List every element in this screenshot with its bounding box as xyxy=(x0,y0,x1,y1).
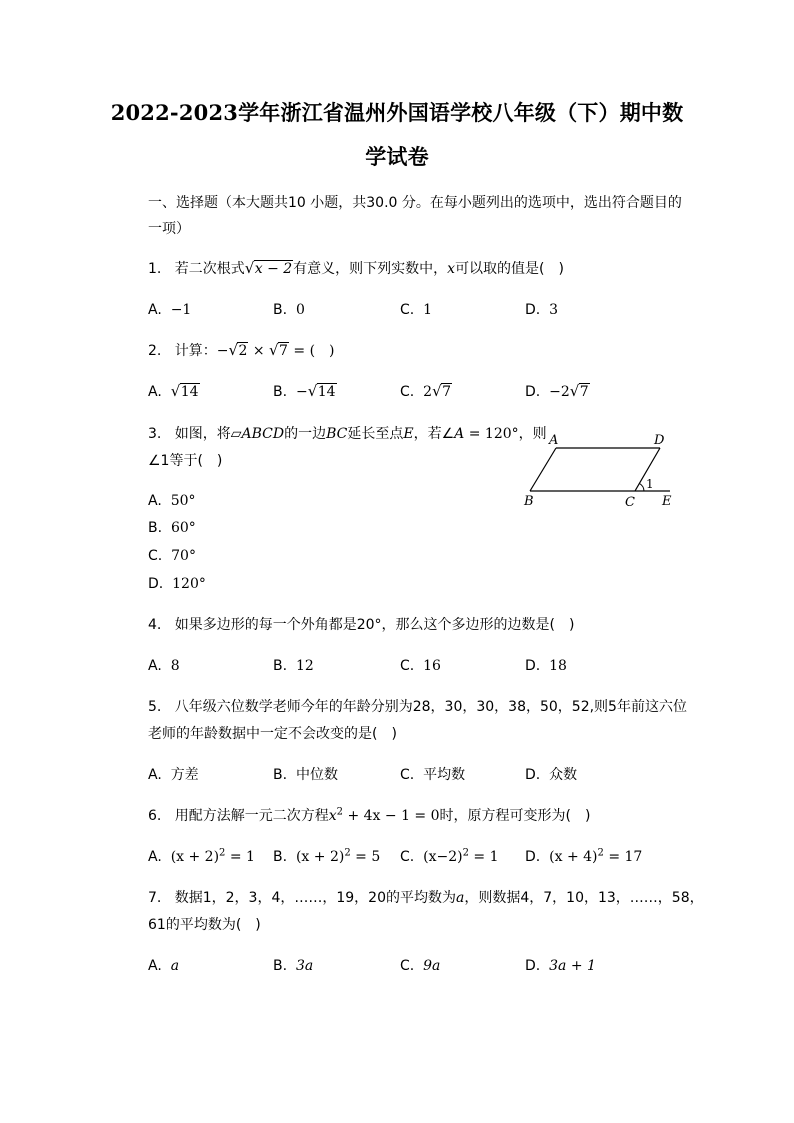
q1-option-a[interactable]: A. −1 xyxy=(148,302,192,318)
q7-option-c[interactable]: C. 9a xyxy=(400,958,441,974)
label-b: B xyxy=(524,494,534,509)
q2-option-b[interactable]: B. − √ 14 xyxy=(273,382,336,400)
question-number: 2. xyxy=(148,343,162,359)
question-number: 6. xyxy=(148,808,162,824)
question-text: 有意义，则下列实数中， xyxy=(293,261,448,277)
q3-option-d[interactable]: D. 120° xyxy=(148,576,206,592)
q4-option-c[interactable]: C. 16 xyxy=(400,658,441,674)
label-a: A xyxy=(549,433,559,448)
question-7-line-2: 61的平均数为( ) xyxy=(148,917,261,933)
q2-option-d[interactable]: D. −2 √ 7 xyxy=(525,382,589,400)
question-text: 计算： xyxy=(174,343,217,359)
q5-option-a[interactable]: A. 方差 xyxy=(148,767,199,783)
label-d: D xyxy=(654,433,665,448)
variable: x xyxy=(447,261,456,277)
q6-option-c[interactable]: C. $(x-2)^2 = 1$ xyxy=(400,847,499,865)
question-1 xyxy=(148,259,564,279)
section-heading-line-1: 一、选择题（本大题共10 小题，共30.0 分。在每小题列出的选项中，选出符合题目的 xyxy=(148,195,682,211)
q1-option-b[interactable]: B. 0 xyxy=(273,302,305,318)
q1-option-d[interactable]: D. 3 xyxy=(525,302,559,318)
q3-option-c[interactable]: C. 70° xyxy=(148,548,196,564)
section-heading-line-2: 一项） xyxy=(148,221,190,237)
page-title-line-2: 学试卷 xyxy=(365,144,429,169)
question-number: 3. xyxy=(148,426,162,442)
radical-expression: √ 7 xyxy=(269,341,288,359)
q7-option-a[interactable]: A. a xyxy=(148,958,180,974)
label-e: E xyxy=(662,494,672,509)
q3-option-b[interactable]: B. 60° xyxy=(148,520,196,536)
question-text: 若二次根式 xyxy=(174,261,245,277)
q7-option-b[interactable]: B. 3a xyxy=(273,958,314,974)
edge-ab xyxy=(530,448,556,491)
label-c: C xyxy=(625,495,635,510)
question-number: 1. xyxy=(148,261,162,277)
q7-option-d[interactable]: D. 3a + 1 xyxy=(525,958,596,974)
question-number: 4. xyxy=(148,617,162,633)
q6-option-b[interactable]: B. $(x + 2)^2 = 5$ xyxy=(273,847,381,865)
label-angle-1: 1 xyxy=(646,477,654,491)
question-text: 可以取的值是( ) xyxy=(455,261,564,277)
q2-option-c[interactable]: C. 2 √ 7 xyxy=(400,382,451,400)
question-text: 如果多边形的每一个外角都是20°，那么这个多边形的边数是( ) xyxy=(174,617,575,633)
q4-option-d[interactable]: D. 18 xyxy=(525,658,567,674)
q5-option-c[interactable]: C. 平均数 xyxy=(400,767,466,783)
angle-1-arc xyxy=(640,484,645,492)
parallelogram-figure xyxy=(518,430,688,512)
q6-option-a[interactable]: A. $(x + 2)^2 = 1$ xyxy=(148,847,255,865)
question-3-line-1: 3. 如图，将▱ABCD的一边BC延长至点E，若∠A = 120°，则 xyxy=(148,426,547,442)
q3-option-a[interactable]: A. 50° xyxy=(148,493,196,509)
question-7-line-1: 7. 数据1，2，3，4，……，19，20的平均数为a，则数据4，7，10，13，……，58， xyxy=(148,890,704,906)
question-6: 6. 用配方法解一元二次方程$x^2 + 4x - 1 = 0$时，原方程可变形为( ) xyxy=(148,806,591,824)
q6-option-d[interactable]: D. $(x + 4)^2 = 17$ xyxy=(525,847,643,865)
question-text: 八年级六位数学老师今年的年龄分别为28，30，30，38，50，52,则5年前这六位 xyxy=(174,699,687,715)
question-5-line-2: 老师的年龄数据中一定不会改变的是( ) xyxy=(148,726,397,742)
question-4 xyxy=(148,615,574,635)
radical-expression: √ 2 xyxy=(228,341,248,359)
q4-option-b[interactable]: B. 12 xyxy=(273,658,314,674)
radical-expression: √ x − 2 xyxy=(244,259,293,277)
question-5-line-1 xyxy=(148,697,687,717)
q2-option-a[interactable]: A. √ 14 xyxy=(148,382,199,400)
question-3-line-2: ∠1等于( ) xyxy=(148,453,223,469)
q1-option-c[interactable]: C. 1 xyxy=(400,302,433,318)
q4-option-a[interactable]: A. 8 xyxy=(148,658,180,674)
question-number: 5. xyxy=(148,699,162,715)
question-number: 7. xyxy=(148,890,162,906)
q5-option-d[interactable]: D. 众数 xyxy=(525,767,578,783)
page-title-line-1: 2022-2023学年浙江省温州外国语学校八年级（下）期中数 xyxy=(110,100,684,125)
question-2: 2. 计算：− √ 2 × √ 7 = ( ) xyxy=(148,341,335,359)
q5-option-b[interactable]: B. 中位数 xyxy=(273,767,338,783)
